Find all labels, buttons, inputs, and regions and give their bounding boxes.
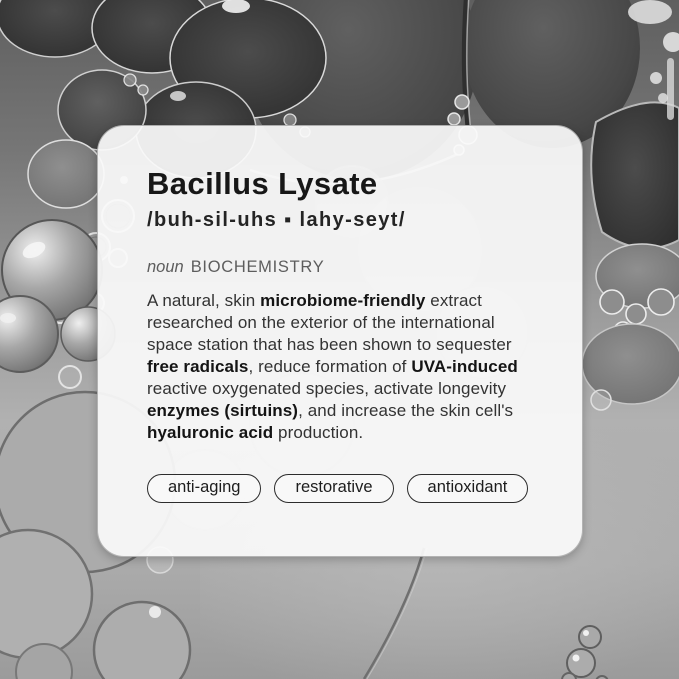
definition-card: [97, 125, 583, 557]
tag-pill-restorative: restorative: [274, 474, 393, 503]
ingredient-name: Bacillus Lysate: [147, 166, 378, 201]
tag-pill-anti-aging: anti-aging: [147, 474, 261, 503]
pronunciation: /buh-sil-uhs ▪ lahy-seyt/: [147, 209, 406, 231]
tag-list: [147, 474, 540, 503]
field-label: BIOCHEMISTRY: [190, 258, 325, 276]
part-of-speech: noun: [147, 258, 184, 276]
part-of-speech-line: [147, 257, 540, 278]
tag-pill-antioxidant: antioxidant: [407, 474, 529, 503]
definition-text: A natural, skin microbiome-friendly extract researched on the exterior of the international space station that has been shown to sequester free radicals, reduce formation of UVA-induced reactive oxygenated species, activate longevity enzymes (sirtuins), and increase the skin cell's hyaluronic acid production.: [147, 291, 518, 442]
